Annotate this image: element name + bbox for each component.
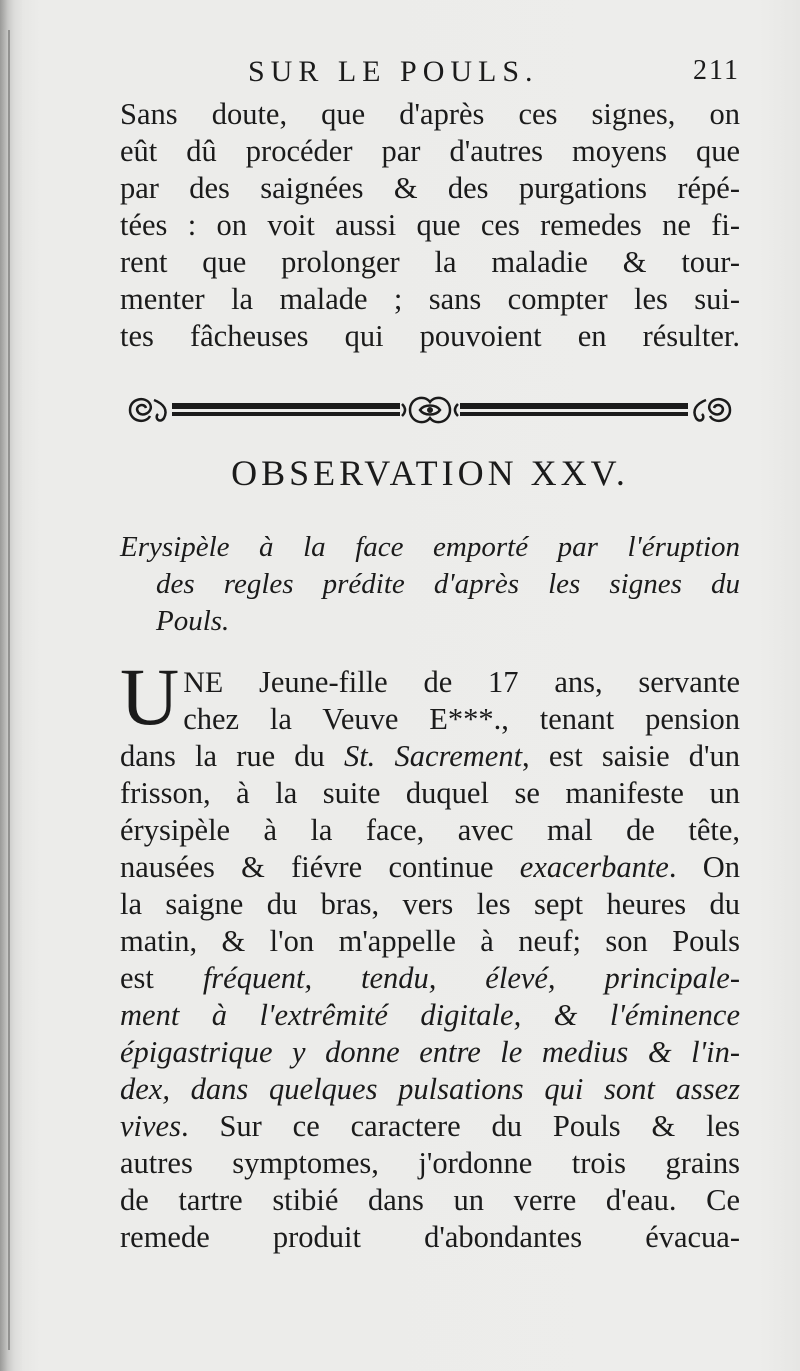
text-line: de tartre stibié dans un verre d'eau. Ce xyxy=(120,1183,740,1217)
text-line: la saigne du bras, vers les sept heures du xyxy=(120,887,740,921)
page-number: 211 xyxy=(693,55,740,86)
first-word-small-caps: NE xyxy=(183,666,224,699)
italic-span: vives xyxy=(120,1109,181,1143)
text-line: autres symptomes, j'ordonne trois grains xyxy=(120,1146,740,1180)
paragraph-observation-body xyxy=(120,651,740,1256)
text-line: épigastrique y donne entre le medius & l'in- xyxy=(120,1035,740,1069)
text-span: nausées & fiévre continue xyxy=(120,850,520,884)
italic-span: St. Sacrement xyxy=(343,739,523,773)
text-line: érysipèle à la face, avec mal de tête, xyxy=(120,813,740,847)
text-line xyxy=(120,738,740,775)
text-line: chez la Veuve E***., tenant pension xyxy=(183,702,740,736)
text-line: tes fâcheuses qui pouvoient en résulter. xyxy=(120,319,740,353)
running-head: SUR LE POULS. xyxy=(248,55,539,88)
text-line xyxy=(120,664,740,701)
text-line: dex, dans quelques pulsations qui sont assez xyxy=(120,1072,740,1106)
text-line: ment à l'extrêmité digitale, & l'éminence xyxy=(120,998,740,1032)
subtitle-line: des regles prédite d'après les signes du xyxy=(156,568,740,600)
text-line xyxy=(120,960,740,997)
text-line: tées : on voit aussi que ces remedes ne fi- xyxy=(120,208,740,242)
text-span: Jeune-fille de 17 ans, servante xyxy=(223,665,740,699)
page-binding-shadow xyxy=(0,0,22,1371)
text-line: Sans doute, que d'après ces signes, on xyxy=(120,97,740,131)
italic-span: exacerbante xyxy=(519,850,669,884)
text-line: menter la malade ; sans compter les sui- xyxy=(120,282,740,316)
text-line: rent que prolonger la maladie & tour- xyxy=(120,245,740,279)
text-line: matin, & l'on m'appelle à neuf; son Pouls xyxy=(120,924,740,958)
observation-subtitle xyxy=(120,528,740,639)
drop-cap: U xyxy=(120,651,180,742)
page-header xyxy=(120,55,740,95)
text-span: est xyxy=(120,961,203,995)
ornamental-divider xyxy=(124,388,736,432)
text-span: . Sur ce caractere du Pouls & les xyxy=(180,1109,740,1143)
observation-title: OBSERVATION XXV. xyxy=(231,453,629,493)
text-line xyxy=(120,849,740,886)
text-span: . On xyxy=(668,850,740,884)
text-span: , est saisie d'un xyxy=(522,739,740,773)
text-line: par des saignées & des purgations répé- xyxy=(120,171,740,205)
subtitle-line: Erysipèle à la face emporté par l'éruption xyxy=(120,531,740,563)
italic-span: fréquent, tendu, élevé, principale- xyxy=(202,961,740,995)
text-line: eût dû procéder par d'autres moyens que xyxy=(120,134,740,168)
text-span: dans la rue du xyxy=(120,739,344,773)
text-line: frisson, à la suite duquel se manifeste un xyxy=(120,776,740,810)
paragraph-previous-observation-end xyxy=(120,96,740,355)
subtitle-line: Pouls. xyxy=(156,605,230,637)
text-line xyxy=(120,1108,740,1145)
text-line: remede produit d'abondantes évacua- xyxy=(120,1220,740,1254)
binding-edge xyxy=(8,30,10,1350)
